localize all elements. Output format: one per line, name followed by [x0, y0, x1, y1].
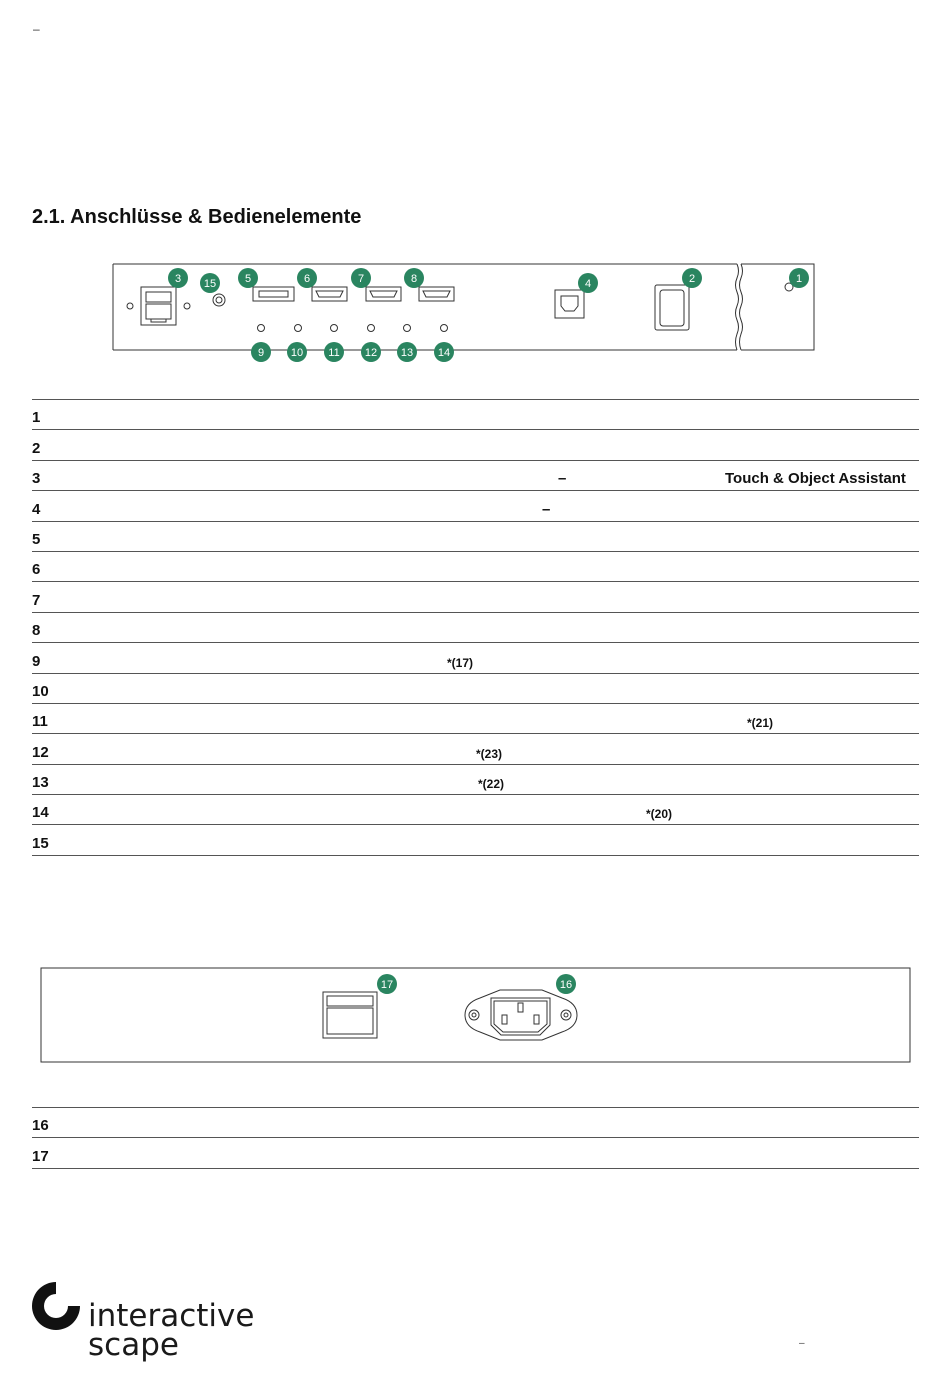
legend-footnote-ref: *(20)	[646, 807, 673, 822]
legend-number: 10	[32, 673, 202, 703]
power-panel-callout-label: 17	[380, 979, 394, 991]
back-panel-callout-label: 14	[437, 347, 451, 359]
legend-number: 15	[32, 825, 202, 855]
legend-description	[202, 1108, 919, 1138]
back-panel-callout-label: 8	[410, 273, 418, 285]
legend-number: 5	[32, 521, 202, 551]
logo-wordmark	[88, 1298, 255, 1363]
legend-number: 14	[32, 795, 202, 825]
back-panel-callout-label: 1	[795, 273, 803, 285]
legend-number: 2	[32, 430, 202, 460]
section-heading: 2.1. Anschlüsse & Bedienelemente	[32, 206, 362, 228]
back-panel-callout-label: 11	[328, 347, 340, 359]
legend-row	[32, 1108, 919, 1138]
legend-footnote-ref: –	[542, 500, 551, 518]
back-panel-callout-label: 12	[364, 347, 378, 359]
back-panel-callout-label: 6	[303, 273, 311, 285]
legend-product-name: Touch & Object Assistant	[725, 470, 906, 488]
legend-footnote-ref: –	[558, 470, 567, 488]
back-panel-callout-label: 10	[290, 347, 304, 359]
legend-number: 3	[32, 460, 202, 490]
back-panel-callout-label: 9	[257, 347, 265, 359]
legend-number: 12	[32, 734, 202, 764]
legend-number: 13	[32, 764, 202, 794]
back-panel-callout-label: 7	[357, 273, 365, 285]
back-panel-callout-label: 13	[400, 347, 414, 359]
back-panel-callout-label: 4	[584, 278, 592, 290]
power-panel-callout-label: 16	[559, 979, 573, 991]
legend-number: 16	[32, 1108, 202, 1138]
power-panel-callout-17	[377, 974, 397, 994]
legend-number: 4	[32, 491, 202, 521]
legend-number: 17	[32, 1138, 202, 1168]
legend-number: 8	[32, 612, 202, 642]
legend-number: 7	[32, 582, 202, 612]
legend-footnote-ref: *(23)	[476, 746, 503, 761]
back-panel-callout-label: 2	[688, 273, 696, 285]
top-mark: –	[33, 22, 40, 36]
legend-number: 9	[32, 643, 202, 673]
back-panel-callout-label: 15	[203, 278, 217, 290]
legend-table-power	[32, 1107, 919, 1169]
legend-number: 11	[32, 703, 202, 733]
legend-description	[202, 1138, 919, 1168]
footer-mark: –	[799, 1338, 805, 1349]
interactive-scape-logo-icon	[30, 1280, 82, 1332]
power-panel-callout-16	[556, 974, 576, 994]
legend-number: 1	[32, 400, 202, 430]
logo-line-1: interactive	[88, 1298, 255, 1334]
legend-row	[32, 1138, 919, 1168]
legend-footnote-ref: *(17)	[447, 655, 474, 670]
legend-footnote-ref: *(22)	[478, 777, 505, 792]
logo-line-2: scape	[88, 1327, 179, 1363]
legend-footnote-ref: *(21)	[747, 716, 774, 731]
back-panel-callout-label: 3	[174, 273, 182, 285]
back-panel-callout-label: 5	[244, 273, 252, 285]
legend-number: 6	[32, 551, 202, 581]
